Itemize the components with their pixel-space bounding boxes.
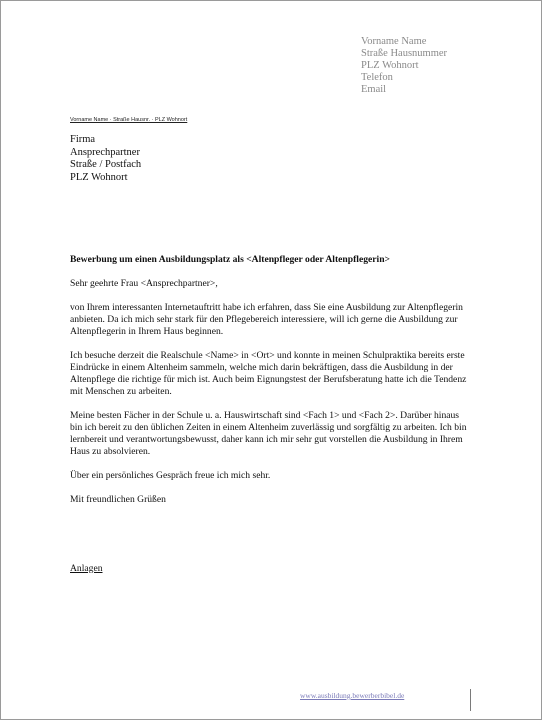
sender-street: Straße Hausnummer [361, 48, 448, 59]
paragraph-interview: Über ein persönliches Gespräch freue ich mich sehr. [70, 470, 271, 481]
recipient-address-block [70, 134, 141, 184]
sender-address-block [361, 36, 447, 96]
footer-divider [470, 689, 471, 711]
attachments-label: Anlagen [70, 563, 103, 574]
return-address-line: Vorname Name · Straße Hausnr. · PLZ Wohnort [70, 117, 188, 123]
sender-name: Vorname Name [361, 36, 427, 47]
recipient-street: Straße / Postfach [70, 159, 142, 170]
recipient-city: PLZ Wohnort [70, 171, 128, 183]
paragraph-school: Ich besuche derzeit die Realschule <Name> in <Ort> und konnte in meinen Schulpraktika bereits erste Eindrücke in einem Altenheim sammeln, welche mich darin bekräftigen, dass die Ausbildung in der Altenpflege die richtige für mich ist. Auch beim Eignungstest der Berufsberatung hatte ich die Tendenz mit Menschen zu arbeiten. [70, 350, 467, 397]
recipient-company: Firma [70, 134, 96, 145]
letter-closing: Mit freundlichen Grüßen [70, 494, 166, 505]
paragraph-intro: von Ihrem interessanten Internetauftritt habe ich erfahren, dass Sie eine Ausbildung zur Altenpflegerin anbieten. Da ich mich sehr stark für den Pflegebereich interessiere, will ich gerne die Ausbildung zur Altenpflegerin in Ihrem Haus beginnen. [70, 302, 463, 337]
letter-subject: Bewerbung um einen Ausbildungsplatz als <Altenpfleger oder Altenpflegerin> [70, 254, 390, 265]
letter-body [70, 254, 470, 575]
recipient-contact: Ansprechpartner [70, 146, 140, 158]
sender-phone: Telefon [361, 72, 393, 83]
footer-website-link[interactable]: www.ausbildung.bewerberbibel.de [300, 691, 405, 700]
sender-city: PLZ Wohnort [361, 60, 419, 71]
sender-email: Email [361, 84, 387, 95]
letter-salutation: Sehr geehrte Frau <Ansprechpartner>, [70, 278, 218, 289]
paragraph-subjects: Meine besten Fächer in der Schule u. a. Hauswirtschaft sind <Fach 1> und <Fach 2>. Darüber hinaus bin ich bereit zu den üblichen Zeiten in einem Altenheim zuverlässig und sorgfältig zu arbeiten. Ich bin lernbereit und verantwortungsbewusst, daher kann ich mir sehr gut vorstellen die Ausbildung in Ihrem Haus zu absolvieren. [70, 410, 467, 457]
